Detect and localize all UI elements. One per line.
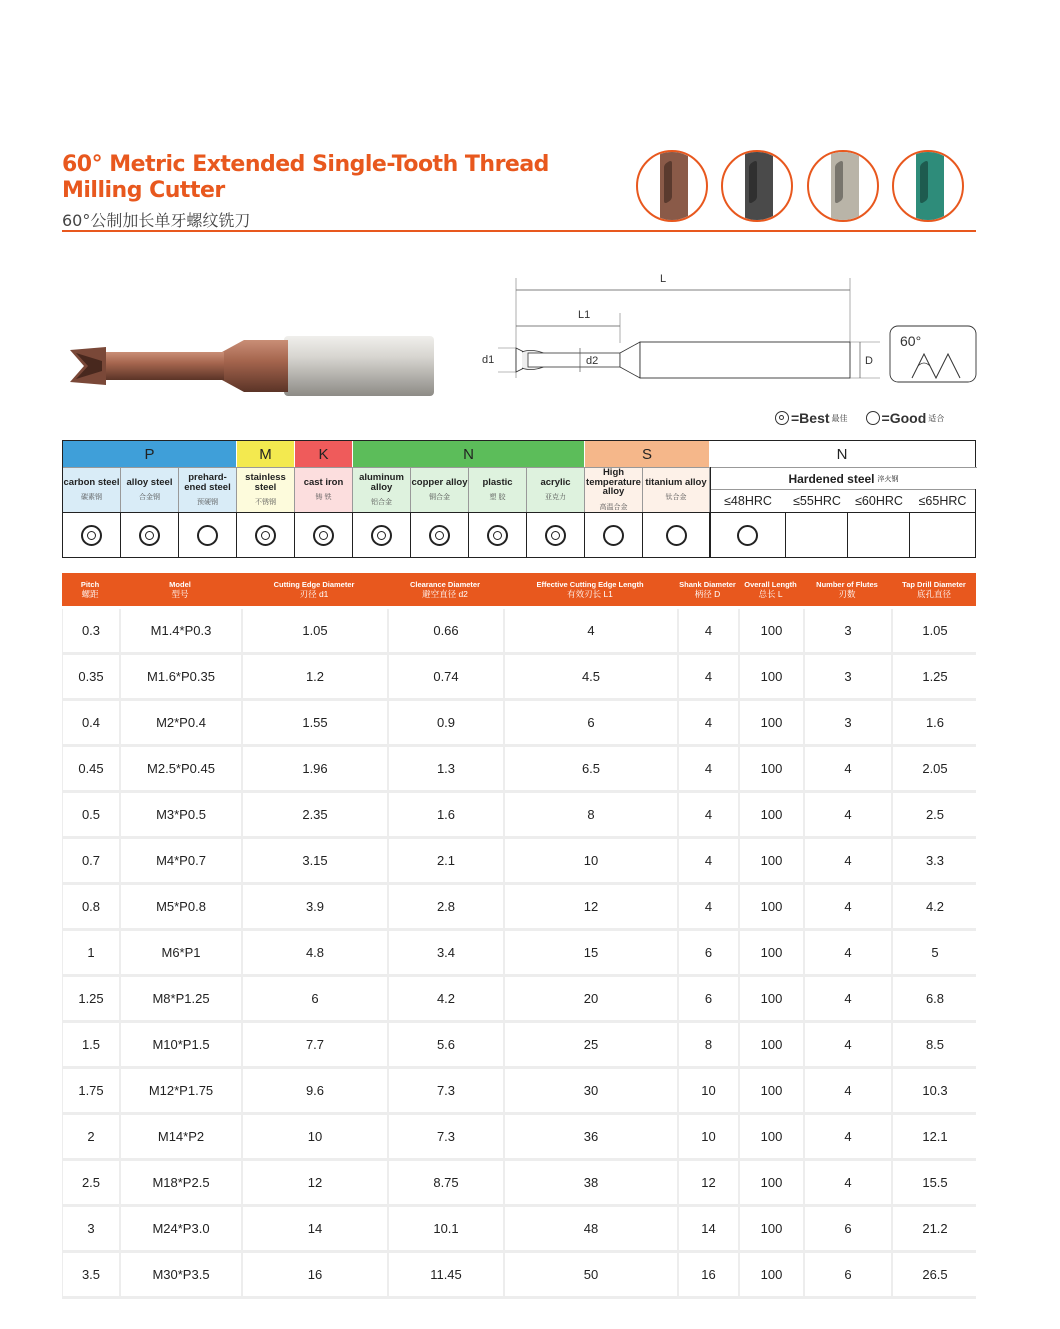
table-row bbox=[62, 1161, 976, 1207]
spec-header-row bbox=[62, 573, 976, 606]
table-cell: 7.3 bbox=[389, 1069, 503, 1112]
column-header bbox=[739, 573, 802, 606]
best-rating-icon bbox=[313, 525, 334, 546]
table-cell: M18*P2.5 bbox=[121, 1161, 241, 1204]
material-rating-cell bbox=[527, 512, 585, 558]
material-name: stainless steel bbox=[245, 472, 286, 493]
material-rating-cell bbox=[353, 512, 411, 558]
column-header-cn: 柄径 D bbox=[694, 588, 721, 599]
column-header bbox=[678, 573, 737, 606]
table-cell: M10*P1.5 bbox=[121, 1023, 241, 1066]
table-cell: 14 bbox=[679, 1207, 738, 1250]
coating-swatch-4 bbox=[892, 150, 964, 222]
table-cell: 10 bbox=[679, 1115, 738, 1158]
table-cell: 3.9 bbox=[243, 885, 387, 928]
table-cell: M14*P2 bbox=[121, 1115, 241, 1158]
legend-good-label: =Good bbox=[881, 410, 927, 426]
table-cell: 1.25 bbox=[63, 977, 119, 1020]
table-cell: 0.74 bbox=[389, 655, 503, 698]
table-cell: 1.3 bbox=[389, 747, 503, 790]
table-cell: 16 bbox=[679, 1253, 738, 1296]
table-cell: 1 bbox=[63, 931, 119, 974]
table-cell: 6.5 bbox=[505, 747, 677, 790]
material-name: titanium alloy bbox=[645, 476, 707, 488]
table-row bbox=[62, 747, 976, 793]
hrc-rating-cell bbox=[786, 512, 848, 558]
table-cell: 4 bbox=[805, 1115, 891, 1158]
table-cell: 100 bbox=[740, 885, 803, 928]
hrc-rating-cell bbox=[848, 512, 910, 558]
material-name-cn: 塑 胶 bbox=[489, 494, 506, 502]
table-row bbox=[62, 1023, 976, 1069]
material-rating-cell bbox=[295, 512, 353, 558]
dim-L: L bbox=[660, 273, 667, 285]
column-header-en: Pitch bbox=[80, 579, 100, 589]
column-header bbox=[62, 573, 118, 606]
product-title: 60° Metric Extended Single-Tooth Thread Milling Cutter bbox=[62, 152, 549, 203]
material-name-cn: 铸 铁 bbox=[315, 494, 332, 502]
table-cell: 100 bbox=[740, 931, 803, 974]
best-symbol-icon bbox=[775, 411, 789, 425]
table-cell: 1.6 bbox=[893, 701, 977, 744]
table-cell: 12 bbox=[679, 1161, 738, 1204]
table-cell: 4.5 bbox=[505, 655, 677, 698]
material-name-cn: 不锈钢 bbox=[255, 499, 276, 506]
table-cell: 100 bbox=[740, 655, 803, 698]
coating-swatch-2 bbox=[721, 150, 793, 222]
hrc-level-label: ≤65HRC bbox=[910, 489, 975, 512]
table-cell: 16 bbox=[243, 1253, 387, 1296]
table-cell: 3.4 bbox=[389, 931, 503, 974]
table-cell: 4.2 bbox=[893, 885, 977, 928]
table-cell: 4 bbox=[679, 747, 738, 790]
table-cell: 0.8 bbox=[63, 885, 119, 928]
table-cell: 4 bbox=[679, 655, 738, 698]
table-cell: 4 bbox=[679, 839, 738, 882]
material-header bbox=[121, 467, 179, 512]
table-cell: 10.3 bbox=[893, 1069, 977, 1112]
table-cell: 100 bbox=[740, 793, 803, 836]
table-cell: 0.5 bbox=[63, 793, 119, 836]
hrc-rating-cell bbox=[910, 512, 975, 558]
coating-swatch-3 bbox=[807, 150, 879, 222]
table-cell: 6 bbox=[679, 931, 738, 974]
column-header-en: Shank Diameter bbox=[679, 579, 736, 589]
table-cell: 0.35 bbox=[63, 655, 119, 698]
table-row bbox=[62, 1115, 976, 1161]
material-header bbox=[237, 467, 295, 512]
table-row bbox=[62, 977, 976, 1023]
hrc-level-label: ≤60HRC bbox=[848, 489, 910, 512]
material-name-cn: 钛合金 bbox=[665, 494, 687, 502]
table-cell: M1.6*P0.35 bbox=[121, 655, 241, 698]
table-cell: 4.8 bbox=[243, 931, 387, 974]
table-cell: 2.8 bbox=[389, 885, 503, 928]
flute-mark bbox=[835, 160, 843, 205]
column-header-en: Model bbox=[169, 579, 191, 589]
column-header bbox=[388, 573, 502, 606]
table-row bbox=[62, 931, 976, 977]
table-cell: 2.5 bbox=[63, 1161, 119, 1204]
table-cell: 38 bbox=[505, 1161, 677, 1204]
table-cell: 0.45 bbox=[63, 747, 119, 790]
table-cell: 5 bbox=[893, 931, 977, 974]
material-name-cn: 合金钢 bbox=[139, 494, 160, 502]
best-rating-icon bbox=[139, 525, 160, 546]
table-cell: M5*P0.8 bbox=[121, 885, 241, 928]
table-cell: 100 bbox=[740, 701, 803, 744]
table-cell: 2 bbox=[63, 1115, 119, 1158]
material-name: plastic bbox=[482, 476, 513, 488]
column-header-cn: 底孔直径 bbox=[916, 588, 951, 599]
material-rating-cell bbox=[469, 512, 527, 558]
material-group-s: S bbox=[585, 441, 710, 467]
material-rating-cell bbox=[63, 512, 121, 558]
material-header bbox=[179, 467, 237, 512]
column-header-en: Overall Length bbox=[744, 579, 797, 589]
table-cell: 0.3 bbox=[63, 609, 119, 652]
material-name-cn: 铜合金 bbox=[429, 494, 450, 502]
table-cell: 4 bbox=[505, 609, 677, 652]
table-cell: 50 bbox=[505, 1253, 677, 1296]
legend-best-label: =Best bbox=[791, 410, 830, 426]
table-cell: M2.5*P0.45 bbox=[121, 747, 241, 790]
table-cell: 6 bbox=[243, 977, 387, 1020]
table-cell: 4 bbox=[679, 701, 738, 744]
hrc-level-label: ≤55HRC bbox=[786, 489, 848, 512]
material-header bbox=[411, 467, 469, 512]
best-rating-icon bbox=[429, 525, 450, 546]
table-cell: 3.5 bbox=[63, 1253, 119, 1296]
table-cell: 100 bbox=[740, 839, 803, 882]
material-group-k: K bbox=[295, 441, 353, 467]
table-cell: 10 bbox=[243, 1115, 387, 1158]
dim-D: D bbox=[865, 355, 873, 367]
table-cell: 100 bbox=[740, 1115, 803, 1158]
table-cell: 10 bbox=[679, 1069, 738, 1112]
table-cell: 1.75 bbox=[63, 1069, 119, 1112]
column-header-cn: 总长 L bbox=[758, 588, 783, 599]
table-cell: 7.3 bbox=[389, 1115, 503, 1158]
table-cell: 21.2 bbox=[893, 1207, 977, 1250]
material-group-n: N bbox=[710, 441, 975, 467]
best-rating-icon bbox=[81, 525, 102, 546]
table-cell: 100 bbox=[740, 747, 803, 790]
table-cell: 14 bbox=[243, 1207, 387, 1250]
table-cell: M1.4*P0.3 bbox=[121, 609, 241, 652]
table-cell: 100 bbox=[740, 1069, 803, 1112]
column-header-en: Cutting Edge Diameter bbox=[273, 579, 355, 589]
table-cell: 1.05 bbox=[243, 609, 387, 652]
table-cell: 1.96 bbox=[243, 747, 387, 790]
good-rating-icon bbox=[666, 525, 687, 546]
table-cell: 0.7 bbox=[63, 839, 119, 882]
material-header bbox=[643, 467, 710, 512]
table-cell: 8 bbox=[505, 793, 677, 836]
table-cell: 4 bbox=[679, 609, 738, 652]
material-name-cn: 高温合金 bbox=[599, 503, 628, 511]
column-header bbox=[804, 573, 890, 606]
legend-good-cn: 适合 bbox=[928, 413, 945, 423]
dim-angle: 60° bbox=[900, 333, 922, 349]
column-header-cn: 刃数 bbox=[838, 588, 856, 599]
table-cell: 2.5 bbox=[893, 793, 977, 836]
table-cell: 6 bbox=[805, 1207, 891, 1250]
table-row bbox=[62, 609, 976, 655]
table-cell: 12.1 bbox=[893, 1115, 977, 1158]
material-name: copper alloy bbox=[411, 476, 468, 488]
table-row bbox=[62, 701, 976, 747]
table-cell: 3.15 bbox=[243, 839, 387, 882]
table-row bbox=[62, 655, 976, 701]
table-cell: 10 bbox=[505, 839, 677, 882]
table-cell: 15.5 bbox=[893, 1161, 977, 1204]
material-header bbox=[353, 467, 411, 512]
dim-d2: d2 bbox=[586, 355, 599, 367]
best-rating-icon bbox=[255, 525, 276, 546]
flute-mark bbox=[749, 160, 757, 205]
table-cell: M4*P0.7 bbox=[121, 839, 241, 882]
legend-best-cn: 最佳 bbox=[831, 413, 848, 423]
table-cell: 6 bbox=[505, 701, 677, 744]
table-cell: 1.6 bbox=[389, 793, 503, 836]
hardened-steel-label-cn: 淬火钢 bbox=[877, 475, 899, 483]
table-cell: 0.9 bbox=[389, 701, 503, 744]
rating-legend bbox=[775, 410, 962, 426]
flute-mark bbox=[664, 160, 672, 205]
material-header bbox=[63, 467, 121, 512]
column-header-en: Effective Cutting Edge Length bbox=[536, 579, 644, 589]
table-cell: 12 bbox=[243, 1161, 387, 1204]
table-cell: M2*P0.4 bbox=[121, 701, 241, 744]
table-row bbox=[62, 1207, 976, 1253]
table-cell: 15 bbox=[505, 931, 677, 974]
column-header-cn: 避空直径 d2 bbox=[422, 588, 468, 599]
column-header bbox=[892, 573, 976, 606]
table-cell: M30*P3.5 bbox=[121, 1253, 241, 1296]
table-cell: 100 bbox=[740, 1161, 803, 1204]
table-cell: 100 bbox=[740, 1253, 803, 1296]
table-cell: 100 bbox=[740, 1023, 803, 1066]
table-cell: 48 bbox=[505, 1207, 677, 1250]
table-cell: 8.75 bbox=[389, 1161, 503, 1204]
table-cell: 4 bbox=[805, 839, 891, 882]
table-cell: 4 bbox=[679, 885, 738, 928]
coating-swatch-1 bbox=[636, 150, 708, 222]
material-name: carbon steel bbox=[63, 476, 120, 488]
material-name: alloy steel bbox=[126, 476, 173, 488]
table-cell: 6 bbox=[805, 1253, 891, 1296]
table-cell: 6 bbox=[679, 977, 738, 1020]
table-row bbox=[62, 839, 976, 885]
table-cell: 10.1 bbox=[389, 1207, 503, 1250]
table-cell: 4 bbox=[805, 747, 891, 790]
column-header-en: Tap Drill Diameter bbox=[902, 579, 966, 589]
good-rating-icon bbox=[603, 525, 624, 546]
table-cell: 7.7 bbox=[243, 1023, 387, 1066]
material-name-cn: 亚克力 bbox=[545, 494, 566, 502]
table-cell: M8*P1.25 bbox=[121, 977, 241, 1020]
material-header bbox=[295, 467, 353, 512]
hrc-level-label: ≤48HRC bbox=[710, 489, 786, 512]
good-rating-icon bbox=[737, 525, 758, 546]
best-rating-icon bbox=[371, 525, 392, 546]
table-cell: 4 bbox=[805, 1161, 891, 1204]
table-cell: 30 bbox=[505, 1069, 677, 1112]
column-header-en: Number of Flutes bbox=[816, 579, 878, 589]
material-name-cn: 预硬钢 bbox=[197, 499, 218, 506]
column-header-en: Clearance Diameter bbox=[409, 579, 481, 589]
material-suitability-table bbox=[62, 440, 976, 558]
material-name-cn: 铝合金 bbox=[371, 499, 392, 506]
table-row bbox=[62, 1253, 976, 1299]
table-cell: 3.3 bbox=[893, 839, 977, 882]
table-cell: 9.6 bbox=[243, 1069, 387, 1112]
table-row bbox=[62, 885, 976, 931]
table-cell: M3*P0.5 bbox=[121, 793, 241, 836]
hrc-rating-cell bbox=[710, 512, 786, 558]
material-rating-cell bbox=[585, 512, 643, 558]
best-rating-icon bbox=[545, 525, 566, 546]
table-cell: 4 bbox=[805, 931, 891, 974]
material-header bbox=[469, 467, 527, 512]
table-cell: 4 bbox=[679, 793, 738, 836]
table-cell: 100 bbox=[740, 609, 803, 652]
dim-L1: L1 bbox=[578, 309, 591, 321]
product-title-cn: 60°公制加长单牙螺纹铣刀 bbox=[62, 211, 251, 230]
material-name: acrylic bbox=[540, 476, 571, 488]
material-name: aluminum alloy bbox=[359, 472, 404, 493]
table-cell: 2.35 bbox=[243, 793, 387, 836]
table-cell: 0.4 bbox=[63, 701, 119, 744]
table-cell: 20 bbox=[505, 977, 677, 1020]
column-header-cn: 螺距 bbox=[81, 588, 99, 599]
table-cell: 1.2 bbox=[243, 655, 387, 698]
table-cell: 4.2 bbox=[389, 977, 503, 1020]
table-cell: 4 bbox=[805, 885, 891, 928]
table-cell: M6*P1 bbox=[121, 931, 241, 974]
table-cell: 3 bbox=[805, 701, 891, 744]
material-group-p: P bbox=[63, 441, 237, 467]
material-rating-cell bbox=[179, 512, 237, 558]
column-header-cn: 刃径 d1 bbox=[299, 588, 329, 599]
material-rating-cell bbox=[237, 512, 295, 558]
column-header-cn: 型号 bbox=[171, 588, 189, 599]
table-cell: 4 bbox=[805, 977, 891, 1020]
table-cell: 8.5 bbox=[893, 1023, 977, 1066]
material-name-cn: 碳素钢 bbox=[81, 494, 102, 502]
table-cell: 1.25 bbox=[893, 655, 977, 698]
material-name: High temperature alloy bbox=[586, 467, 641, 498]
table-cell: 4 bbox=[805, 793, 891, 836]
table-cell: M24*P3.0 bbox=[121, 1207, 241, 1250]
table-cell: 3 bbox=[805, 609, 891, 652]
table-cell: 5.6 bbox=[389, 1023, 503, 1066]
material-rating-cell bbox=[643, 512, 710, 558]
dim-d1: d1 bbox=[482, 354, 495, 366]
material-name: prehard-ened steel bbox=[184, 472, 231, 493]
table-row bbox=[62, 793, 976, 839]
title-divider bbox=[62, 230, 976, 232]
table-cell: 11.45 bbox=[389, 1253, 503, 1296]
table-cell: 4 bbox=[805, 1069, 891, 1112]
good-symbol-icon bbox=[866, 411, 880, 425]
column-header bbox=[120, 573, 240, 606]
table-cell: M12*P1.75 bbox=[121, 1069, 241, 1112]
hardened-divider bbox=[710, 467, 711, 557]
table-cell: 3 bbox=[63, 1207, 119, 1250]
material-group-m: M bbox=[237, 441, 295, 467]
table-cell: 8 bbox=[679, 1023, 738, 1066]
table-row bbox=[62, 1069, 976, 1115]
table-cell: 36 bbox=[505, 1115, 677, 1158]
hardened-steel-label: Hardened steel bbox=[788, 471, 875, 486]
column-header bbox=[504, 573, 676, 606]
table-cell: 12 bbox=[505, 885, 677, 928]
dimension-diagram bbox=[480, 268, 980, 393]
column-header-cn: 有效刃长 L1 bbox=[567, 588, 613, 599]
material-header bbox=[527, 467, 585, 512]
table-cell: 1.55 bbox=[243, 701, 387, 744]
material-group-n: N bbox=[353, 441, 585, 467]
tool-photo bbox=[62, 325, 440, 405]
table-cell: 25 bbox=[505, 1023, 677, 1066]
good-rating-icon bbox=[197, 525, 218, 546]
table-cell: 2.05 bbox=[893, 747, 977, 790]
table-cell: 2.1 bbox=[389, 839, 503, 882]
table-cell: 1.5 bbox=[63, 1023, 119, 1066]
table-cell: 0.66 bbox=[389, 609, 503, 652]
material-rating-cell bbox=[411, 512, 469, 558]
best-rating-icon bbox=[487, 525, 508, 546]
material-rating-cell bbox=[121, 512, 179, 558]
column-header bbox=[242, 573, 386, 606]
material-name: cast iron bbox=[303, 476, 344, 488]
table-cell: 26.5 bbox=[893, 1253, 977, 1296]
table-cell: 1.05 bbox=[893, 609, 977, 652]
table-cell: 4 bbox=[805, 1023, 891, 1066]
table-cell: 100 bbox=[740, 977, 803, 1020]
hardened-steel-header bbox=[710, 467, 977, 489]
table-cell: 6.8 bbox=[893, 977, 977, 1020]
table-cell: 100 bbox=[740, 1207, 803, 1250]
flute-mark bbox=[920, 160, 928, 205]
table-cell: 3 bbox=[805, 655, 891, 698]
material-header bbox=[585, 467, 643, 512]
